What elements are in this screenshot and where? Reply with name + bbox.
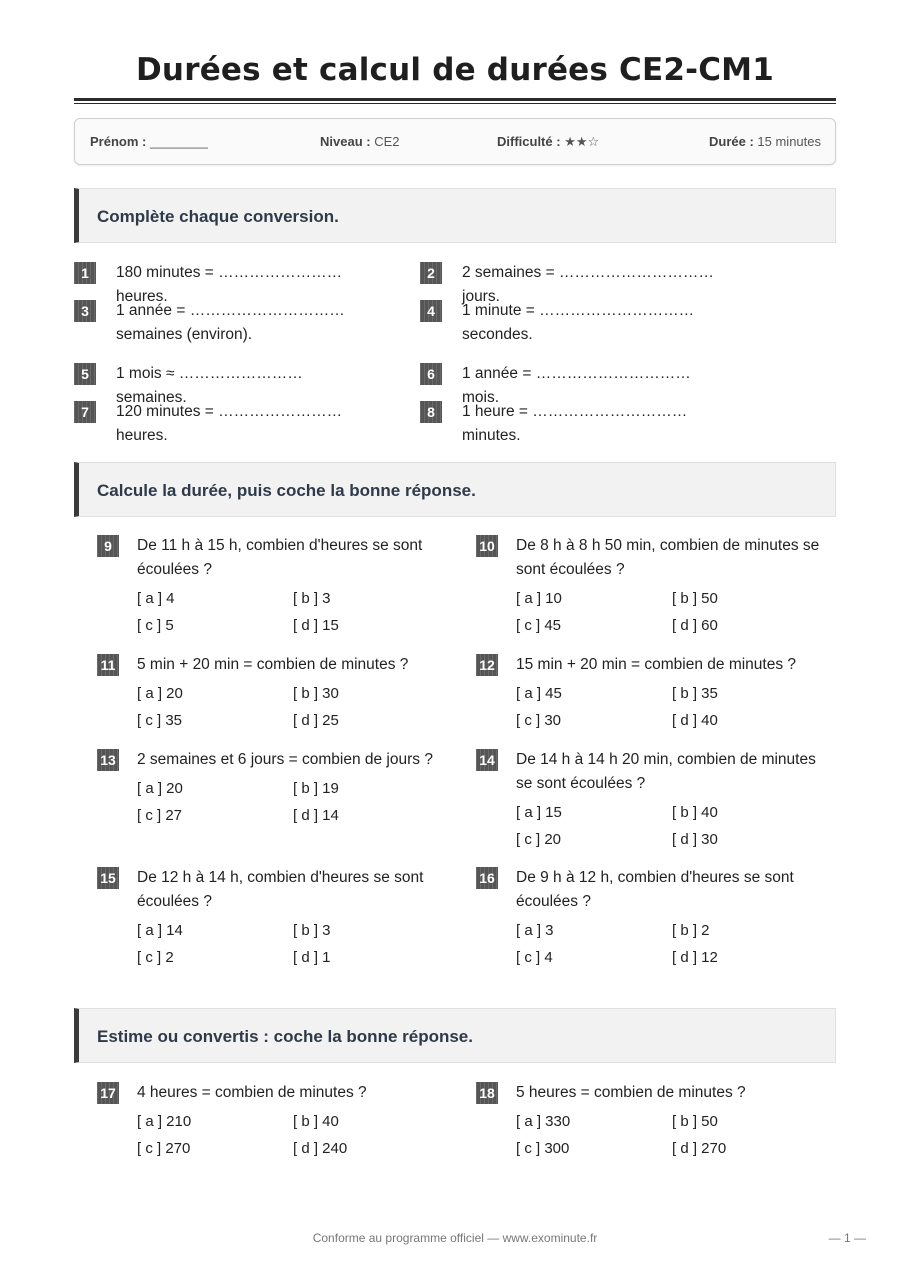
answer-option-a[interactable]: [ a ] 210: [137, 1113, 192, 1130]
title-divider-thin: [74, 103, 836, 104]
section-header-estime: [74, 1008, 836, 1063]
answer-option-d[interactable]: [ d ] 40: [672, 712, 718, 729]
question-text: De 9 h à 12 h, combien d'heures se sont écoulées ?: [516, 869, 794, 910]
exercise-number: 4: [420, 300, 442, 322]
qcm-question: [97, 748, 452, 834]
prenom-label: Prénom :: [90, 134, 147, 149]
answer-option-c[interactable]: [ c ] 4: [516, 949, 553, 966]
answer-option-c[interactable]: [ c ] 5: [137, 617, 174, 634]
exercise-text: 1 minute = ………………………… secondes.: [462, 302, 695, 343]
answer-option-d[interactable]: [ d ] 1: [293, 949, 331, 966]
answer-option-b[interactable]: [ b ] 2: [672, 922, 710, 939]
qcm-question: [476, 1081, 831, 1167]
answer-options: [476, 590, 831, 644]
question-text: De 12 h à 14 h, combien d'heures se sont écoulées ?: [137, 869, 424, 910]
question-text: 5 heures = combien de minutes ?: [516, 1084, 746, 1101]
answer-option-b[interactable]: [ b ] 35: [672, 685, 718, 702]
question-text: 4 heures = combien de minutes ?: [137, 1084, 367, 1101]
answer-option-c[interactable]: [ c ] 270: [137, 1140, 191, 1157]
answer-option-b[interactable]: [ b ] 3: [293, 590, 331, 607]
qcm-question: [97, 534, 452, 644]
answer-option-a[interactable]: [ a ] 4: [137, 590, 175, 607]
answer-option-c[interactable]: [ c ] 2: [137, 949, 174, 966]
answer-option-d[interactable]: [ d ] 30: [672, 831, 718, 848]
answer-option-d[interactable]: [ d ] 12: [672, 949, 718, 966]
question-number: 11: [97, 654, 119, 676]
exercise-number: 1: [74, 262, 96, 284]
question-text: 5 min + 20 min = combien de minutes ?: [137, 656, 409, 673]
answer-option-b[interactable]: [ b ] 50: [672, 590, 718, 607]
duree-label: Durée :: [708, 134, 754, 149]
answer-option-a[interactable]: [ a ] 20: [137, 685, 183, 702]
exercise-number: 2: [420, 262, 442, 284]
info-box: [74, 118, 836, 165]
prenom-value: ________: [149, 134, 208, 149]
answer-option-d[interactable]: [ d ] 270: [672, 1140, 727, 1157]
answer-option-a[interactable]: [ a ] 14: [137, 922, 183, 939]
qcm-question: [476, 653, 831, 739]
info-difficulte: [497, 134, 599, 150]
answer-options: [97, 685, 452, 739]
answer-option-a[interactable]: [ a ] 15: [516, 804, 562, 821]
answer-option-d[interactable]: [ d ] 60: [672, 617, 718, 634]
page-title: Durées et calcul de durées CE2-CM1: [136, 52, 774, 88]
duree-value: 15 minutes: [757, 134, 821, 149]
question-text: 2 semaines et 6 jours = combien de jours ?: [137, 751, 433, 768]
answer-option-c[interactable]: [ c ] 30: [516, 712, 562, 729]
answer-option-b[interactable]: [ b ] 40: [672, 804, 718, 821]
question-number: 16: [476, 867, 498, 889]
question-text: De 14 h à 14 h 20 min, combien de minutes se sont écoulées ?: [516, 751, 816, 792]
answer-option-a[interactable]: [ a ] 10: [516, 590, 562, 607]
answer-options: [476, 1113, 831, 1167]
answer-option-a[interactable]: [ a ] 330: [516, 1113, 571, 1130]
question-number: 9: [97, 535, 119, 557]
info-prenom: [90, 134, 208, 149]
qcm-question: [97, 1081, 452, 1167]
niveau-label: Niveau :: [320, 134, 371, 149]
question-text: De 11 h à 15 h, combien d'heures se sont écoulées ?: [137, 537, 423, 578]
exercise-text: 120 minutes = …………………… heures.: [116, 403, 343, 444]
qcm-question: [476, 866, 831, 976]
exercise-item: [420, 299, 720, 347]
answer-options: [97, 780, 452, 834]
question-number: 18: [476, 1082, 498, 1104]
question-number: 13: [97, 749, 119, 771]
exercise-text: 1 mois ≈ …………………… semaines.: [116, 365, 303, 406]
question-number: 17: [97, 1082, 119, 1104]
exercise-text: 1 année = ………………………… mois.: [462, 365, 691, 406]
exercise-number: 3: [74, 300, 96, 322]
exercise-item: [74, 400, 374, 448]
qcm-question: [476, 534, 831, 644]
qcm-question: [97, 653, 452, 739]
section-header-calcul: [74, 462, 836, 517]
exercise-text: 1 année = ………………………… semaines (environ).: [116, 302, 345, 343]
answer-option-d[interactable]: [ d ] 14: [293, 807, 339, 824]
difficulte-label: Difficulté :: [497, 134, 561, 149]
answer-option-d[interactable]: [ d ] 240: [293, 1140, 348, 1157]
answer-option-b[interactable]: [ b ] 3: [293, 922, 331, 939]
info-niveau: [320, 134, 400, 149]
qcm-question: [97, 866, 452, 976]
question-number: 10: [476, 535, 498, 557]
section-title: Estime ou convertis : coche la bonne réponse.: [97, 1027, 473, 1046]
answer-option-b[interactable]: [ b ] 40: [293, 1113, 339, 1130]
question-text: 15 min + 20 min = combien de minutes ?: [516, 656, 797, 673]
answer-options: [97, 590, 452, 644]
question-number: 14: [476, 749, 498, 771]
question-text: De 8 h à 8 h 50 min, combien de minutes se sont écoulées ?: [516, 537, 820, 578]
answer-option-c[interactable]: [ c ] 35: [137, 712, 183, 729]
question-number: 15: [97, 867, 119, 889]
answer-options: [97, 1113, 452, 1167]
exercise-number: 6: [420, 363, 442, 385]
section-title: Calcule la durée, puis coche la bonne réponse.: [97, 481, 476, 500]
page-number: — 1 —: [828, 1231, 866, 1245]
answer-option-c[interactable]: [ c ] 20: [516, 831, 562, 848]
exercise-text: 2 semaines = ………………………… jours.: [462, 264, 714, 305]
answer-option-b[interactable]: [ b ] 30: [293, 685, 339, 702]
info-duree: [709, 134, 821, 149]
answer-option-a[interactable]: [ a ] 45: [516, 685, 562, 702]
exercise-text: 1 heure = ………………………… minutes.: [462, 403, 688, 444]
exercise-text: 180 minutes = …………………… heures.: [116, 264, 343, 305]
exercise-number: 7: [74, 401, 96, 423]
answer-options: [476, 804, 831, 858]
exercise-item: [420, 400, 720, 448]
qcm-question: [476, 748, 831, 858]
title-divider: [74, 98, 836, 101]
answer-option-d[interactable]: [ d ] 15: [293, 617, 339, 634]
answer-options: [97, 922, 452, 976]
difficulte-stars: ★★☆: [564, 134, 600, 149]
answer-option-c[interactable]: [ c ] 300: [516, 1140, 570, 1157]
answer-options: [476, 685, 831, 739]
answer-option-b[interactable]: [ b ] 50: [672, 1113, 718, 1130]
answer-option-a[interactable]: [ a ] 3: [516, 922, 554, 939]
answer-option-a[interactable]: [ a ] 20: [137, 780, 183, 797]
niveau-value: CE2: [374, 134, 400, 149]
answer-option-d[interactable]: [ d ] 25: [293, 712, 339, 729]
exercise-item: [74, 299, 374, 347]
answer-option-c[interactable]: [ c ] 27: [137, 807, 183, 824]
section-header-conversion: [74, 188, 836, 243]
section-title: Complète chaque conversion.: [97, 207, 339, 226]
answer-option-c[interactable]: [ c ] 45: [516, 617, 562, 634]
exercise-number: 8: [420, 401, 442, 423]
question-number: 12: [476, 654, 498, 676]
exercise-number: 5: [74, 363, 96, 385]
footer-text: Conforme au programme officiel — www.exominute.fr: [312, 1231, 598, 1245]
answer-option-b[interactable]: [ b ] 19: [293, 780, 339, 797]
answer-options: [476, 922, 831, 976]
